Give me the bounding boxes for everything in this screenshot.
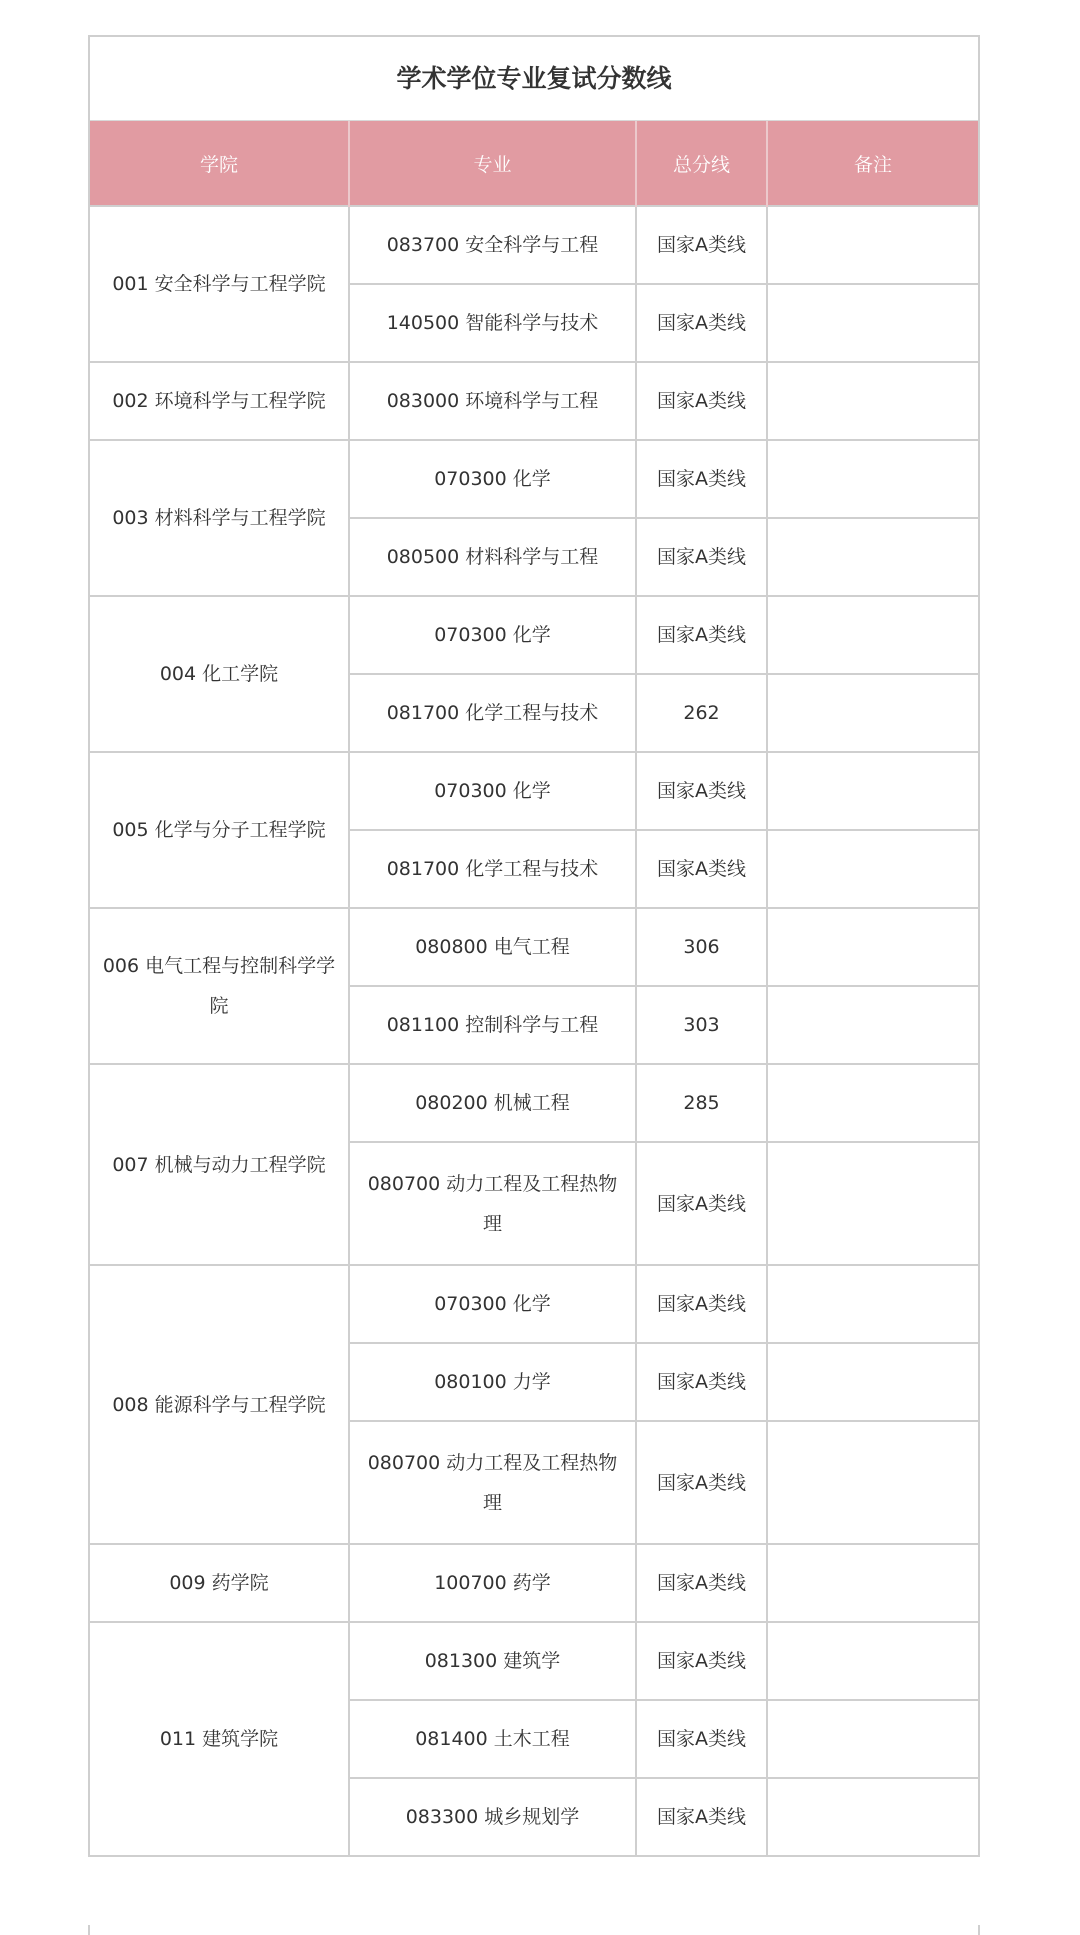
note-cell — [767, 1778, 978, 1856]
college-cell: 007 机械与动力工程学院 — [90, 1064, 349, 1265]
header-major: 专业 — [349, 121, 636, 206]
major-cell: 083000 环境科学与工程 — [349, 362, 636, 440]
score-table-card — [88, 35, 980, 1857]
major-cell: 070300 化学 — [349, 1265, 636, 1343]
header-score-line: 总分线 — [636, 121, 767, 206]
score-line-cell: 262 — [636, 674, 767, 752]
score-line-cell: 国家A类线 — [636, 1778, 767, 1856]
score-line-cell: 国家A类线 — [636, 1142, 767, 1265]
note-cell — [767, 284, 978, 362]
table-row — [90, 440, 978, 518]
table-row — [90, 1622, 978, 1700]
table-header-row — [90, 121, 978, 206]
major-cell: 083700 安全科学与工程 — [349, 206, 636, 284]
score-line-cell: 国家A类线 — [636, 284, 767, 362]
score-line-cell: 国家A类线 — [636, 830, 767, 908]
note-cell — [767, 674, 978, 752]
header-college: 学院 — [90, 121, 349, 206]
score-line-cell: 国家A类线 — [636, 206, 767, 284]
major-cell: 080100 力学 — [349, 1343, 636, 1421]
major-cell: 081100 控制科学与工程 — [349, 986, 636, 1064]
major-cell: 080700 动力工程及工程热物理 — [349, 1421, 636, 1544]
table-body — [90, 206, 978, 1856]
major-cell: 070300 化学 — [349, 596, 636, 674]
college-cell: 001 安全科学与工程学院 — [90, 206, 349, 362]
note-cell — [767, 1265, 978, 1343]
college-cell: 006 电气工程与控制科学学院 — [90, 908, 349, 1064]
table-row — [90, 752, 978, 830]
score-line-cell: 285 — [636, 1064, 767, 1142]
table-row — [90, 1265, 978, 1343]
college-cell: 005 化学与分子工程学院 — [90, 752, 349, 908]
note-cell — [767, 830, 978, 908]
score-line-cell: 国家A类线 — [636, 440, 767, 518]
score-table — [90, 121, 978, 1857]
college-cell: 011 建筑学院 — [90, 1622, 349, 1856]
major-cell: 070300 化学 — [349, 440, 636, 518]
score-line-cell: 国家A类线 — [636, 1700, 767, 1778]
score-line-cell: 国家A类线 — [636, 1622, 767, 1700]
major-cell: 081700 化学工程与技术 — [349, 830, 636, 908]
score-line-cell: 国家A类线 — [636, 1421, 767, 1544]
college-cell: 004 化工学院 — [90, 596, 349, 752]
note-cell — [767, 362, 978, 440]
note-cell — [767, 440, 978, 518]
note-cell — [767, 596, 978, 674]
note-cell — [767, 206, 978, 284]
score-line-cell: 国家A类线 — [636, 1544, 767, 1622]
major-cell: 081400 土木工程 — [349, 1700, 636, 1778]
note-cell — [767, 1544, 978, 1622]
table-continuation — [88, 1925, 980, 1935]
note-cell — [767, 1064, 978, 1142]
major-cell: 081700 化学工程与技术 — [349, 674, 636, 752]
table-row — [90, 1544, 978, 1622]
note-cell — [767, 1142, 978, 1265]
score-line-cell: 国家A类线 — [636, 1265, 767, 1343]
note-cell — [767, 1700, 978, 1778]
college-cell: 009 药学院 — [90, 1544, 349, 1622]
note-cell — [767, 518, 978, 596]
table-row — [90, 908, 978, 986]
major-cell: 140500 智能科学与技术 — [349, 284, 636, 362]
score-line-cell: 国家A类线 — [636, 752, 767, 830]
score-line-cell: 国家A类线 — [636, 596, 767, 674]
note-cell — [767, 908, 978, 986]
major-cell: 081300 建筑学 — [349, 1622, 636, 1700]
table-row — [90, 1064, 978, 1142]
table-row — [90, 596, 978, 674]
score-line-cell: 国家A类线 — [636, 362, 767, 440]
note-cell — [767, 752, 978, 830]
major-cell: 080700 动力工程及工程热物理 — [349, 1142, 636, 1265]
table-row — [90, 206, 978, 284]
score-line-cell: 国家A类线 — [636, 1343, 767, 1421]
table-title: 学术学位专业复试分数线 — [90, 37, 978, 121]
major-cell: 080500 材料科学与工程 — [349, 518, 636, 596]
score-line-cell: 国家A类线 — [636, 518, 767, 596]
major-cell: 070300 化学 — [349, 752, 636, 830]
note-cell — [767, 986, 978, 1064]
score-line-cell: 303 — [636, 986, 767, 1064]
major-cell: 100700 药学 — [349, 1544, 636, 1622]
note-cell — [767, 1622, 978, 1700]
note-cell — [767, 1421, 978, 1544]
note-cell — [767, 1343, 978, 1421]
major-cell: 080800 电气工程 — [349, 908, 636, 986]
college-cell: 002 环境科学与工程学院 — [90, 362, 349, 440]
score-line-cell: 306 — [636, 908, 767, 986]
major-cell: 080200 机械工程 — [349, 1064, 636, 1142]
college-cell: 003 材料科学与工程学院 — [90, 440, 349, 596]
college-cell: 008 能源科学与工程学院 — [90, 1265, 349, 1544]
table-row — [90, 362, 978, 440]
header-note: 备注 — [767, 121, 978, 206]
major-cell: 083300 城乡规划学 — [349, 1778, 636, 1856]
